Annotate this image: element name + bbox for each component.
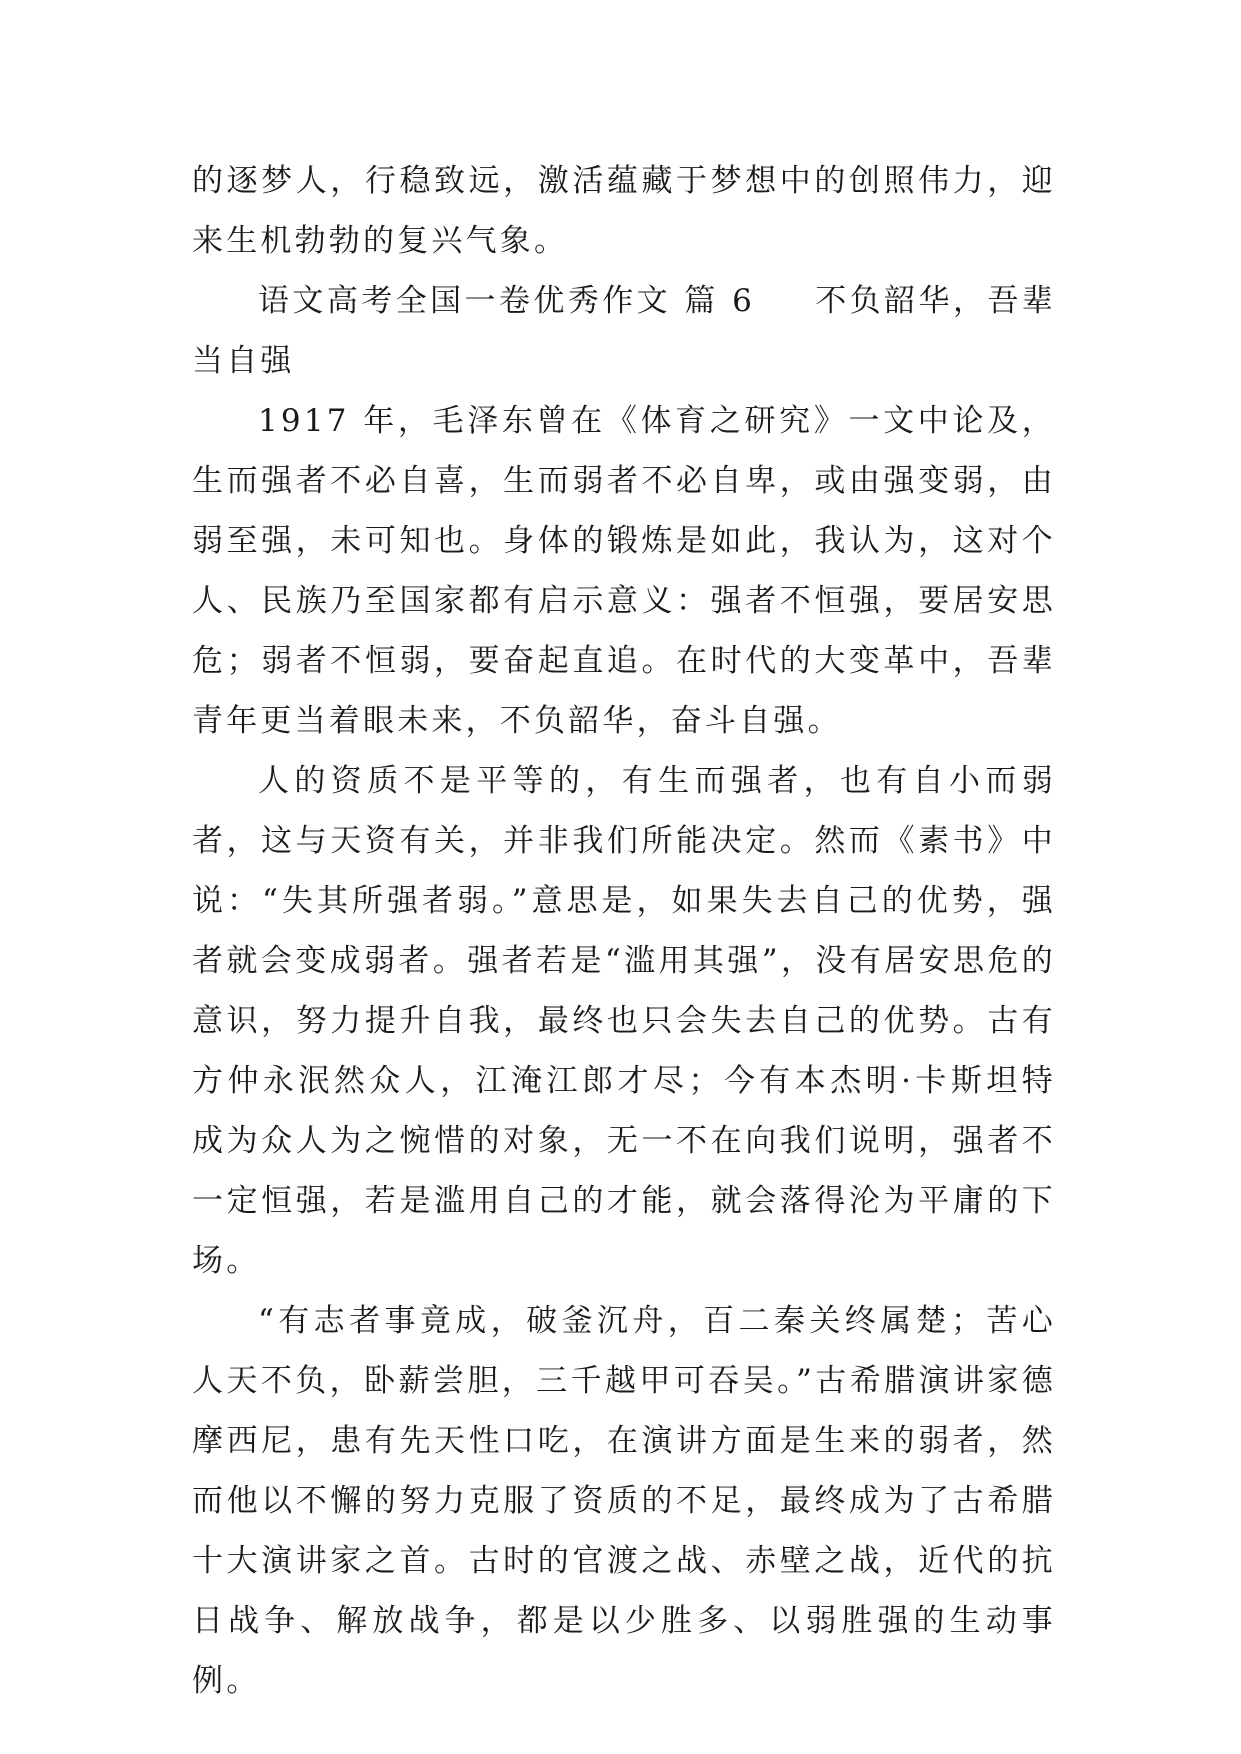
document-page: [192, 151, 1056, 1711]
opening-paragraph: 的逐梦人，行稳致远，激活蕴藏于梦想中的创照伟力，迎来生机勃勃的复兴气象。: [192, 163, 1056, 259]
section-heading-title: 不负韶华，吾辈当自强: [192, 283, 1056, 379]
body-paragraph: “有志者事竟成，破釜沉舟，百二秦关终属楚；苦心人天不负，卧薪尝胆，三千越甲可吞吴。”古希腊演讲家德摩西尼，患有先天性口吃，在演讲方面是生来的弱者，然而他以不懈的努力克服了资质的不足，最终成为了古希腊十大演讲家之首。古时的官渡之战、赤壁之战，近代的抗日战争、解放战争，都是以少胜多、以弱胜强的生动事例。: [192, 1303, 1056, 1699]
section-heading-label: 语文高考全国一卷优秀作文 篇 6: [258, 283, 756, 319]
body-paragraph: 1917 年，毛泽东曾在《体育之研究》一文中论及，生而强者不必自喜，生而弱者不必自卑，或由强变弱，由弱至强，未可知也。身体的锻炼是如此，我认为，这对个人、民族乃至国家都有启示意义：强者不恒强，要居安思危；弱者不恒弱，要奋起直追。在时代的大变革中，吾辈青年更当着眼未来，不负韶华，奋斗自强。: [192, 403, 1056, 739]
section-heading: [192, 271, 1056, 391]
body-paragraph: 人的资质不是平等的，有生而强者，也有自小而弱者，这与天资有关，并非我们所能决定。然而《素书》中说：“失其所强者弱。”意思是，如果失去自己的优势，强者就会变成弱者。强者若是“滥用其强”，没有居安思危的意识，努力提升自我，最终也只会失去自己的优势。古有方仲永泯然众人，江淹江郎才尽；今有本杰明·卡斯坦特成为众人为之惋惜的对象，无一不在向我们说明，强者不一定恒强，若是滥用自己的才能，就会落得沦为平庸的下场。: [192, 763, 1056, 1279]
